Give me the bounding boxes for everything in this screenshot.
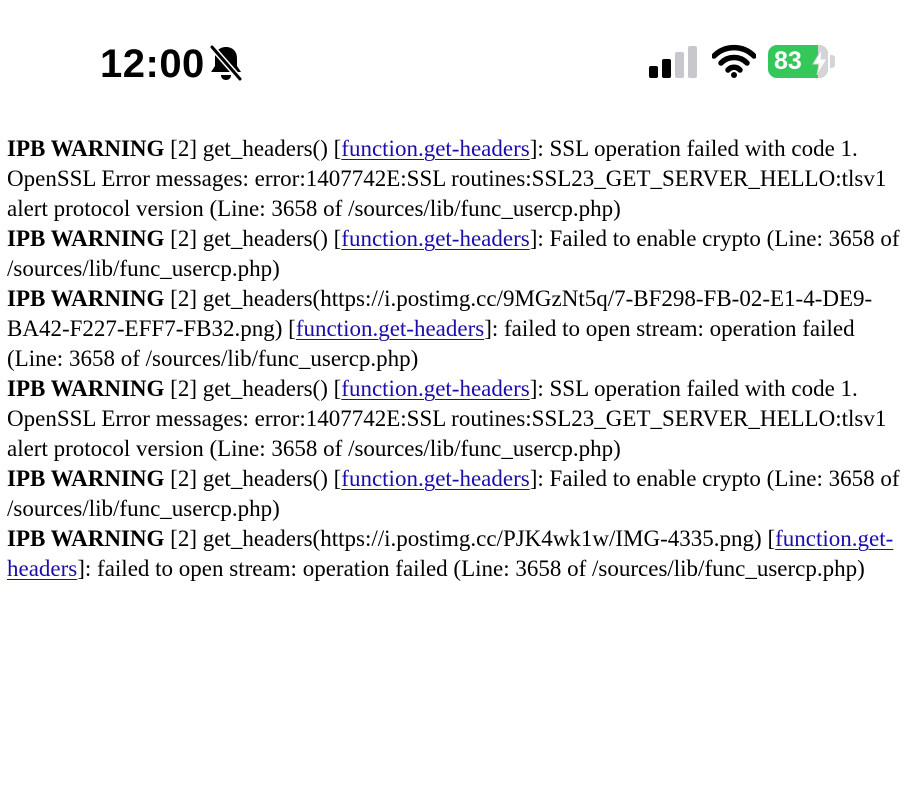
status-time: 12:00 <box>100 42 205 86</box>
cellular-signal-icon <box>649 46 699 78</box>
warning-text: [2] get_headers() [ <box>164 226 342 251</box>
warning-text: [2] get_headers(https://i.postimg.cc/PJK4wk1w/IMG-4335.png) [ <box>164 526 776 551</box>
warning-entry <box>7 374 912 464</box>
warning-log <box>7 134 912 584</box>
function-reference-link[interactable]: function.get-headers <box>295 316 485 341</box>
status-bar <box>0 0 915 110</box>
warning-message: ]: SSL operation failed with code 1. OpenSSL Error messages: error:1407742E:SSL routines:SSL23_GET_SERVER_HELLO:tlsv1 alert protocol version (Line: 3658 of /sources/lib/func_usercp.php) <box>7 376 887 461</box>
function-reference-link[interactable]: function.get-headers <box>7 526 894 581</box>
warning-label: IPB WARNING <box>7 136 165 161</box>
warning-label: IPB WARNING <box>7 376 165 401</box>
warning-text: [2] get_headers() [ <box>164 136 342 161</box>
warning-label: IPB WARNING <box>7 466 165 491</box>
battery-cap <box>830 55 835 68</box>
warning-entry <box>7 224 912 284</box>
bell-slash-icon <box>208 44 244 82</box>
warning-message: ]: Failed to enable crypto (Line: 3658 of /sources/lib/func_usercp.php) <box>7 226 900 281</box>
warning-entry <box>7 464 912 524</box>
warning-text: [2] get_headers(https://i.postimg.cc/9MGzNt5q/7-BF298-FB-02-E1-4-DE9-BA42-F227-EFF7-FB32.png) [ <box>7 286 873 341</box>
function-reference-link[interactable]: function.get-headers <box>341 136 530 161</box>
battery-indicator <box>768 45 838 78</box>
function-reference-link[interactable]: function.get-headers <box>341 376 530 401</box>
charging-bolt-icon <box>812 49 828 75</box>
warning-label: IPB WARNING <box>7 226 165 251</box>
warning-text: [2] get_headers() [ <box>164 376 342 401</box>
warning-text: [2] get_headers() [ <box>164 466 342 491</box>
warning-label: IPB WARNING <box>7 526 165 551</box>
battery-charging-icon <box>768 45 828 78</box>
warning-entry <box>7 524 912 584</box>
warning-entry <box>7 284 912 374</box>
warning-label: IPB WARNING <box>7 286 165 311</box>
warning-message: ]: Failed to enable crypto (Line: 3658 of /sources/lib/func_usercp.php) <box>7 466 900 521</box>
warning-message: ]: failed to open stream: operation failed (Line: 3658 of /sources/lib/func_usercp.php) <box>77 556 865 581</box>
warning-message: ]: failed to open stream: operation failed (Line: 3658 of /sources/lib/func_usercp.php) <box>7 316 855 371</box>
function-reference-link[interactable]: function.get-headers <box>341 226 530 251</box>
function-reference-link[interactable]: function.get-headers <box>341 466 530 491</box>
battery-level: 83 <box>774 47 802 75</box>
warning-message: ]: SSL operation failed with code 1. OpenSSL Error messages: error:1407742E:SSL routines:SSL23_GET_SERVER_HELLO:tlsv1 alert protocol version (Line: 3658 of /sources/lib/func_usercp.php) <box>7 136 887 221</box>
wifi-icon <box>712 44 756 78</box>
warning-entry <box>7 134 912 224</box>
